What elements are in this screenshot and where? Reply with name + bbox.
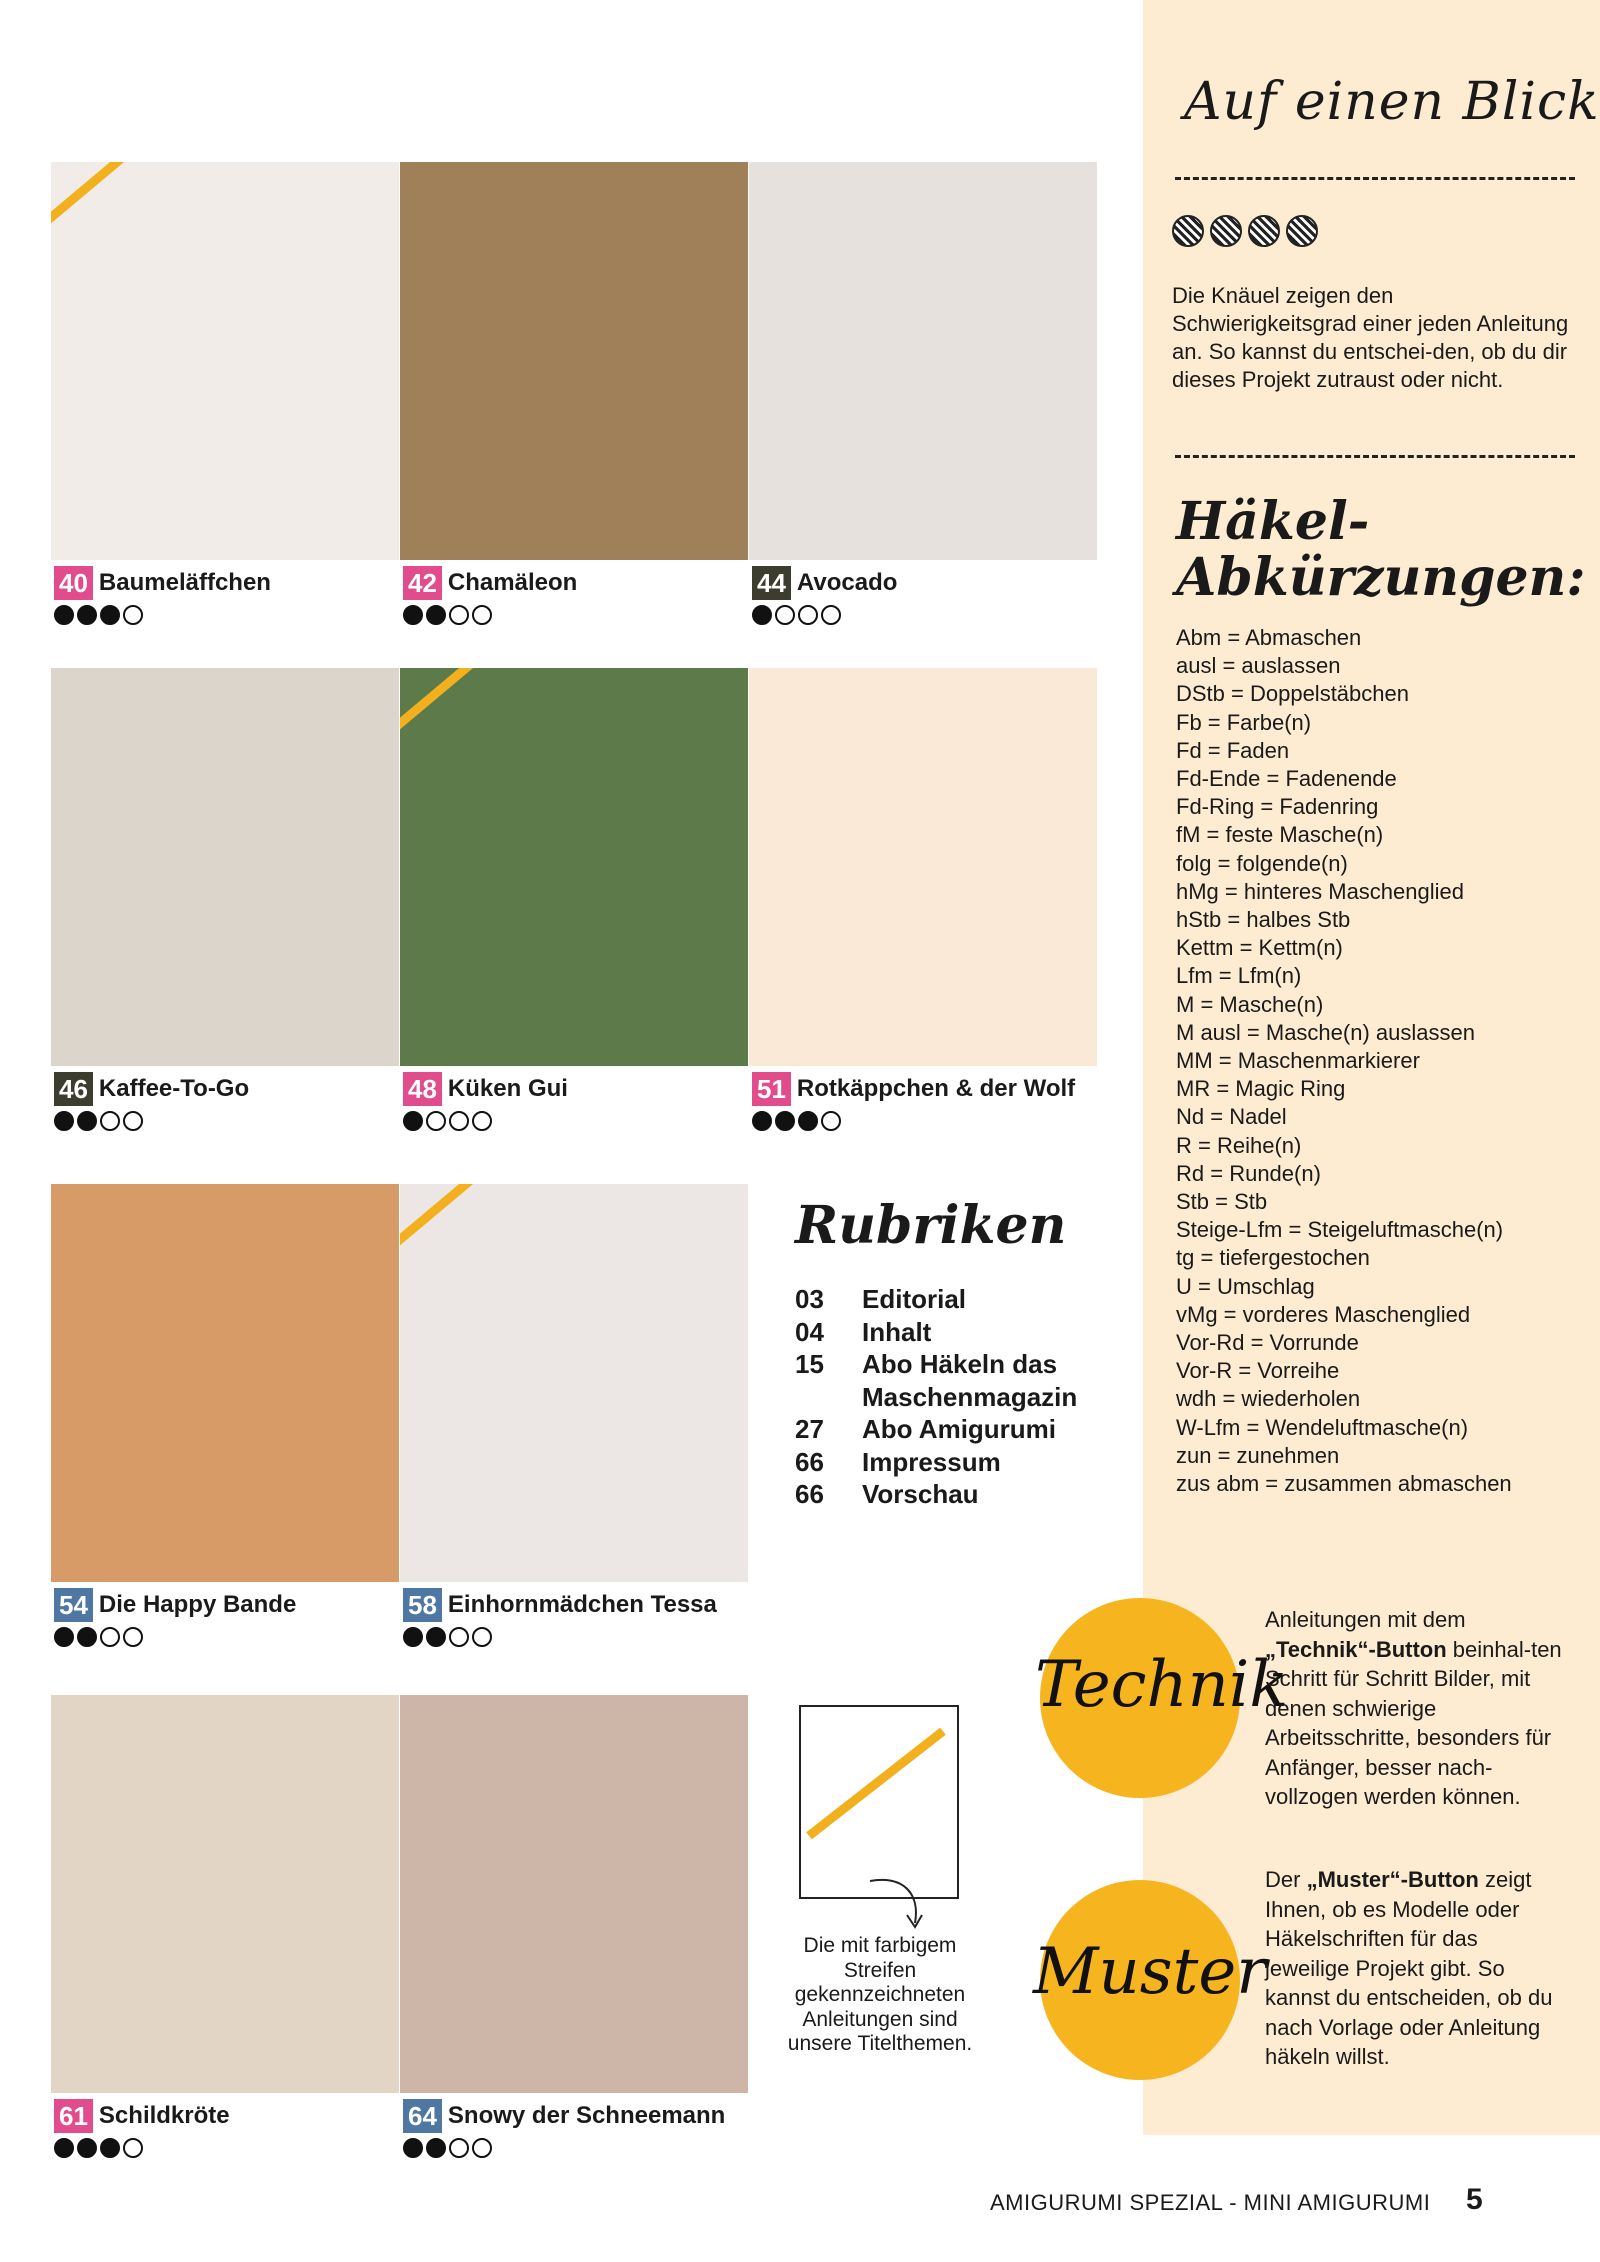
project-page-number: 51 xyxy=(752,1072,791,1106)
yarn-empty-icon xyxy=(472,1111,492,1131)
technik-description: Anleitungen mit dem „Technik“-Button beinhal-ten Schritt für Schritt Bilder, mit denen schwierige Arbeitsschritte, besonders für Anfänger, besser nach-vollzogen werden können. xyxy=(1265,1607,1562,1809)
muster-description: Der „Muster“-Button zeigt Ihnen, ob es Modelle oder Häkelschriften für das jeweilige Projekt gibt. So kannst du entscheiden, ob du nach Vorlage oder Anleitung häkeln willst. xyxy=(1265,1867,1553,2069)
abbreviation-item: W-Lfm = Wendeluftmasche(n) xyxy=(1176,1414,1469,1440)
difficulty-rating xyxy=(403,1627,492,1647)
difficulty-rating xyxy=(54,1627,143,1647)
rubrik-title: Abo Häkeln das Maschenmagazin xyxy=(862,1349,1078,1412)
rubriken-list xyxy=(795,1283,1082,1511)
abbreviation-item: Vor-R = Vorreihe xyxy=(1176,1358,1340,1384)
abbreviation-item: Fd = Faden xyxy=(1176,737,1290,763)
yarn-empty-icon xyxy=(472,2138,492,2158)
cover-stripe xyxy=(51,162,129,242)
abbreviation-item: zun = zunehmen xyxy=(1176,1442,1340,1468)
rubrik-page: 15 xyxy=(795,1349,824,1379)
rubrik-item[interactable] xyxy=(795,1283,1082,1316)
yarn-filled-icon xyxy=(775,1111,795,1131)
yarn-filled-icon xyxy=(403,1111,423,1131)
difficulty-rating xyxy=(54,2138,143,2158)
difficulty-rating xyxy=(403,2138,492,2158)
rubrik-page: 03 xyxy=(795,1284,824,1314)
yarn-filled-icon xyxy=(77,605,97,625)
abbreviation-item: Abm = Abmaschen xyxy=(1176,625,1362,650)
abbreviation-item: zus abm = zusammen abmaschen xyxy=(1176,1471,1512,1497)
yarn-filled-icon xyxy=(798,1111,818,1131)
yarn-filled-icon xyxy=(752,1111,772,1131)
project-label[interactable] xyxy=(752,566,897,600)
abbreviation-item: M = Masche(n) xyxy=(1176,991,1324,1017)
yarn-ball-icon xyxy=(1172,215,1318,247)
project-title: Rotkäppchen & der Wolf xyxy=(796,1075,1076,1102)
rubrik-page: 27 xyxy=(795,1414,824,1444)
project-page-number: 64 xyxy=(403,2099,442,2133)
yarn-filled-icon xyxy=(54,1627,74,1647)
abbreviation-item: Fd-Ring = Fadenring xyxy=(1176,794,1379,820)
rubrik-item[interactable] xyxy=(795,1478,1082,1511)
project-page-number: 40 xyxy=(54,566,93,600)
project-label[interactable] xyxy=(403,1588,717,1622)
rubrik-item[interactable] xyxy=(795,1348,1082,1413)
technik-badge-label: Technik xyxy=(1035,1648,1289,1722)
project-photo[interactable] xyxy=(400,162,748,560)
sidebar-title: Auf einen Blick xyxy=(1184,72,1600,132)
yarn-filled-icon xyxy=(77,1627,97,1647)
yarn-empty-icon xyxy=(123,2138,143,2158)
project-page-number: 44 xyxy=(752,566,791,600)
yarn-filled-icon xyxy=(100,605,120,625)
abbreviation-item: folg = folgende(n) xyxy=(1176,850,1348,876)
yarn-empty-icon xyxy=(449,2138,469,2158)
project-title: Chamäleon xyxy=(447,569,578,596)
project-page-number: 61 xyxy=(54,2099,93,2133)
divider xyxy=(1175,455,1575,458)
abbreviation-item: Vor-Rd = Vorrunde xyxy=(1176,1330,1359,1356)
cover-stripe xyxy=(400,668,478,748)
project-label[interactable] xyxy=(54,2099,230,2133)
yarn-empty-icon xyxy=(426,1111,446,1131)
project-page-number: 42 xyxy=(403,566,442,600)
abbreviation-item: Fb = Farbe(n) xyxy=(1176,709,1312,735)
rubrik-item[interactable] xyxy=(795,1413,1082,1446)
difficulty-rating xyxy=(54,1111,143,1131)
yarn-empty-icon xyxy=(472,605,492,625)
project-title: Küken Gui xyxy=(447,1075,568,1102)
yarn-empty-icon xyxy=(123,1627,143,1647)
project-label[interactable] xyxy=(752,1072,1075,1106)
project-photo[interactable] xyxy=(749,162,1097,560)
project-photo[interactable] xyxy=(400,1695,748,2093)
yarn-filled-icon xyxy=(77,1111,97,1131)
muster-badge-label: Muster xyxy=(1033,1935,1267,2009)
yarn-empty-icon xyxy=(123,605,143,625)
rubrik-item[interactable] xyxy=(795,1446,1082,1479)
difficulty-rating xyxy=(752,605,841,625)
project-page-number: 48 xyxy=(403,1072,442,1106)
yarn-filled-icon xyxy=(54,1111,74,1131)
abbreviation-item: hMg = hinteres Maschenglied xyxy=(1176,878,1464,904)
yarn-filled-icon xyxy=(403,1627,423,1647)
yarn-empty-icon xyxy=(449,1627,469,1647)
project-page-number: 58 xyxy=(403,1588,442,1622)
rubrik-title: Editorial xyxy=(862,1284,967,1314)
cover-stripe xyxy=(400,1184,478,1264)
difficulty-rating xyxy=(752,1111,841,1131)
abbreviation-item: MR = Magic Ring xyxy=(1176,1076,1346,1102)
abbreviation-item: Lfm = Lfm(n) xyxy=(1176,963,1302,989)
project-title: Die Happy Bande xyxy=(98,1591,297,1618)
page-number: 5 xyxy=(1466,2183,1483,2216)
project-page-number: 46 xyxy=(54,1072,93,1106)
difficulty-rating xyxy=(403,1111,492,1131)
project-title: Schildkröte xyxy=(98,2102,230,2129)
difficulty-rating xyxy=(403,605,492,625)
project-title: Kaffee-To-Go xyxy=(98,1075,250,1102)
abbreviation-item: Steige-Lfm = Steigeluftmasche(n) xyxy=(1176,1217,1504,1243)
yarn-filled-icon xyxy=(54,605,74,625)
rubrik-page: 66 xyxy=(795,1446,824,1477)
rubrik-title: Vorschau xyxy=(862,1479,979,1509)
rubrik-page: 66 xyxy=(795,1479,824,1509)
rubrik-title: Abo Amigurumi xyxy=(862,1414,1057,1444)
yarn-empty-icon xyxy=(798,605,818,625)
project-label[interactable] xyxy=(403,566,577,600)
project-title: Baumeläffchen xyxy=(98,569,271,596)
abbreviations-list xyxy=(1176,624,1576,1498)
project-label[interactable] xyxy=(54,1588,296,1622)
project-label[interactable] xyxy=(54,1072,249,1106)
abbreviation-item: Stb = Stb xyxy=(1176,1189,1268,1215)
abbreviation-item: Fd-Ende = Fadenende xyxy=(1176,766,1397,792)
yarn-empty-icon xyxy=(775,605,795,625)
abbreviation-item: MM = Maschenmarkierer xyxy=(1176,1048,1420,1074)
project-photo[interactable] xyxy=(51,162,399,560)
abbreviation-item: R = Reihe(n) xyxy=(1176,1132,1302,1158)
project-title: Snowy der Schneemann xyxy=(447,2102,726,2129)
yarn-filled-icon xyxy=(403,2138,423,2158)
project-photo[interactable] xyxy=(51,1184,399,1582)
project-page-number: 54 xyxy=(54,1588,93,1622)
abbreviation-item: ausl = auslassen xyxy=(1176,653,1341,679)
abbreviation-item: tg = tiefergestochen xyxy=(1176,1245,1370,1271)
difficulty-rating xyxy=(54,605,143,625)
yarn-empty-icon xyxy=(100,1627,120,1647)
yarn-empty-icon xyxy=(821,1111,841,1131)
yarn-empty-icon xyxy=(449,605,469,625)
abbreviation-item: fM = feste Masche(n) xyxy=(1176,822,1384,848)
difficulty-explanation: Die Knäuel zeigen den Schwierigkeitsgrad einer jeden Anleitung an. So kannst du entschei-den, ob du dir dieses Projekt zutraust oder nicht. xyxy=(1172,283,1569,392)
project-photo[interactable] xyxy=(400,668,748,1066)
yarn-filled-icon xyxy=(426,1627,446,1647)
yarn-filled-icon xyxy=(77,2138,97,2158)
arrow-icon xyxy=(865,1875,935,1935)
project-label[interactable] xyxy=(54,566,271,600)
project-label[interactable] xyxy=(403,2099,725,2133)
project-photo[interactable] xyxy=(749,668,1097,1066)
abbreviation-item: DStb = Doppelstäbchen xyxy=(1176,681,1409,707)
yarn-filled-icon xyxy=(426,605,446,625)
yarn-filled-icon xyxy=(403,605,423,625)
yarn-filled-icon xyxy=(100,2138,120,2158)
cover-stripe-note: Die mit farbigem Streifen gekennzeichneten Anleitungen sind unsere Titelthemen. xyxy=(787,1934,973,2055)
abbreviation-item: hStb = halbes Stb xyxy=(1176,907,1351,933)
project-photo[interactable] xyxy=(51,668,399,1066)
yarn-empty-icon xyxy=(472,1627,492,1647)
yarn-empty-icon xyxy=(449,1111,469,1131)
footer-magazine-title: AMIGURUMI SPEZIAL - MINI AMIGURUMI xyxy=(990,2190,1431,2215)
abbreviation-item: Nd = Nadel xyxy=(1176,1104,1287,1130)
cover-stripe-example xyxy=(799,1705,959,1899)
abbreviation-item: U = Umschlag xyxy=(1176,1273,1315,1299)
yarn-filled-icon xyxy=(752,605,772,625)
abbreviations-title: Häkel-Abkürzungen: xyxy=(1176,491,1586,608)
yarn-filled-icon xyxy=(426,2138,446,2158)
abbreviation-item: M ausl = Masche(n) auslassen xyxy=(1176,1019,1475,1045)
abbreviation-item: wdh = wiederholen xyxy=(1176,1386,1361,1412)
abbreviation-item: vMg = vorderes Maschenglied xyxy=(1176,1301,1471,1327)
rubrik-title: Impressum xyxy=(862,1446,1001,1477)
rubrik-page: 04 xyxy=(795,1316,824,1347)
project-label[interactable] xyxy=(403,1072,568,1106)
project-photo[interactable] xyxy=(51,1695,399,2093)
yarn-empty-icon xyxy=(123,1111,143,1131)
project-photo[interactable] xyxy=(400,1184,748,1582)
rubrik-item[interactable] xyxy=(795,1316,1082,1349)
abbreviation-item: Kettm = Kettm(n) xyxy=(1176,935,1343,961)
project-title: Avocado xyxy=(796,569,898,596)
abbreviation-item: Rd = Runde(n) xyxy=(1176,1160,1321,1186)
project-title: Einhornmädchen Tessa xyxy=(447,1591,717,1618)
yarn-empty-icon xyxy=(821,605,841,625)
yarn-filled-icon xyxy=(54,2138,74,2158)
divider xyxy=(1175,177,1575,180)
rubriken-title: Rubriken xyxy=(795,1195,1067,1256)
yarn-empty-icon xyxy=(100,1111,120,1131)
rubrik-title: Inhalt xyxy=(862,1316,932,1347)
